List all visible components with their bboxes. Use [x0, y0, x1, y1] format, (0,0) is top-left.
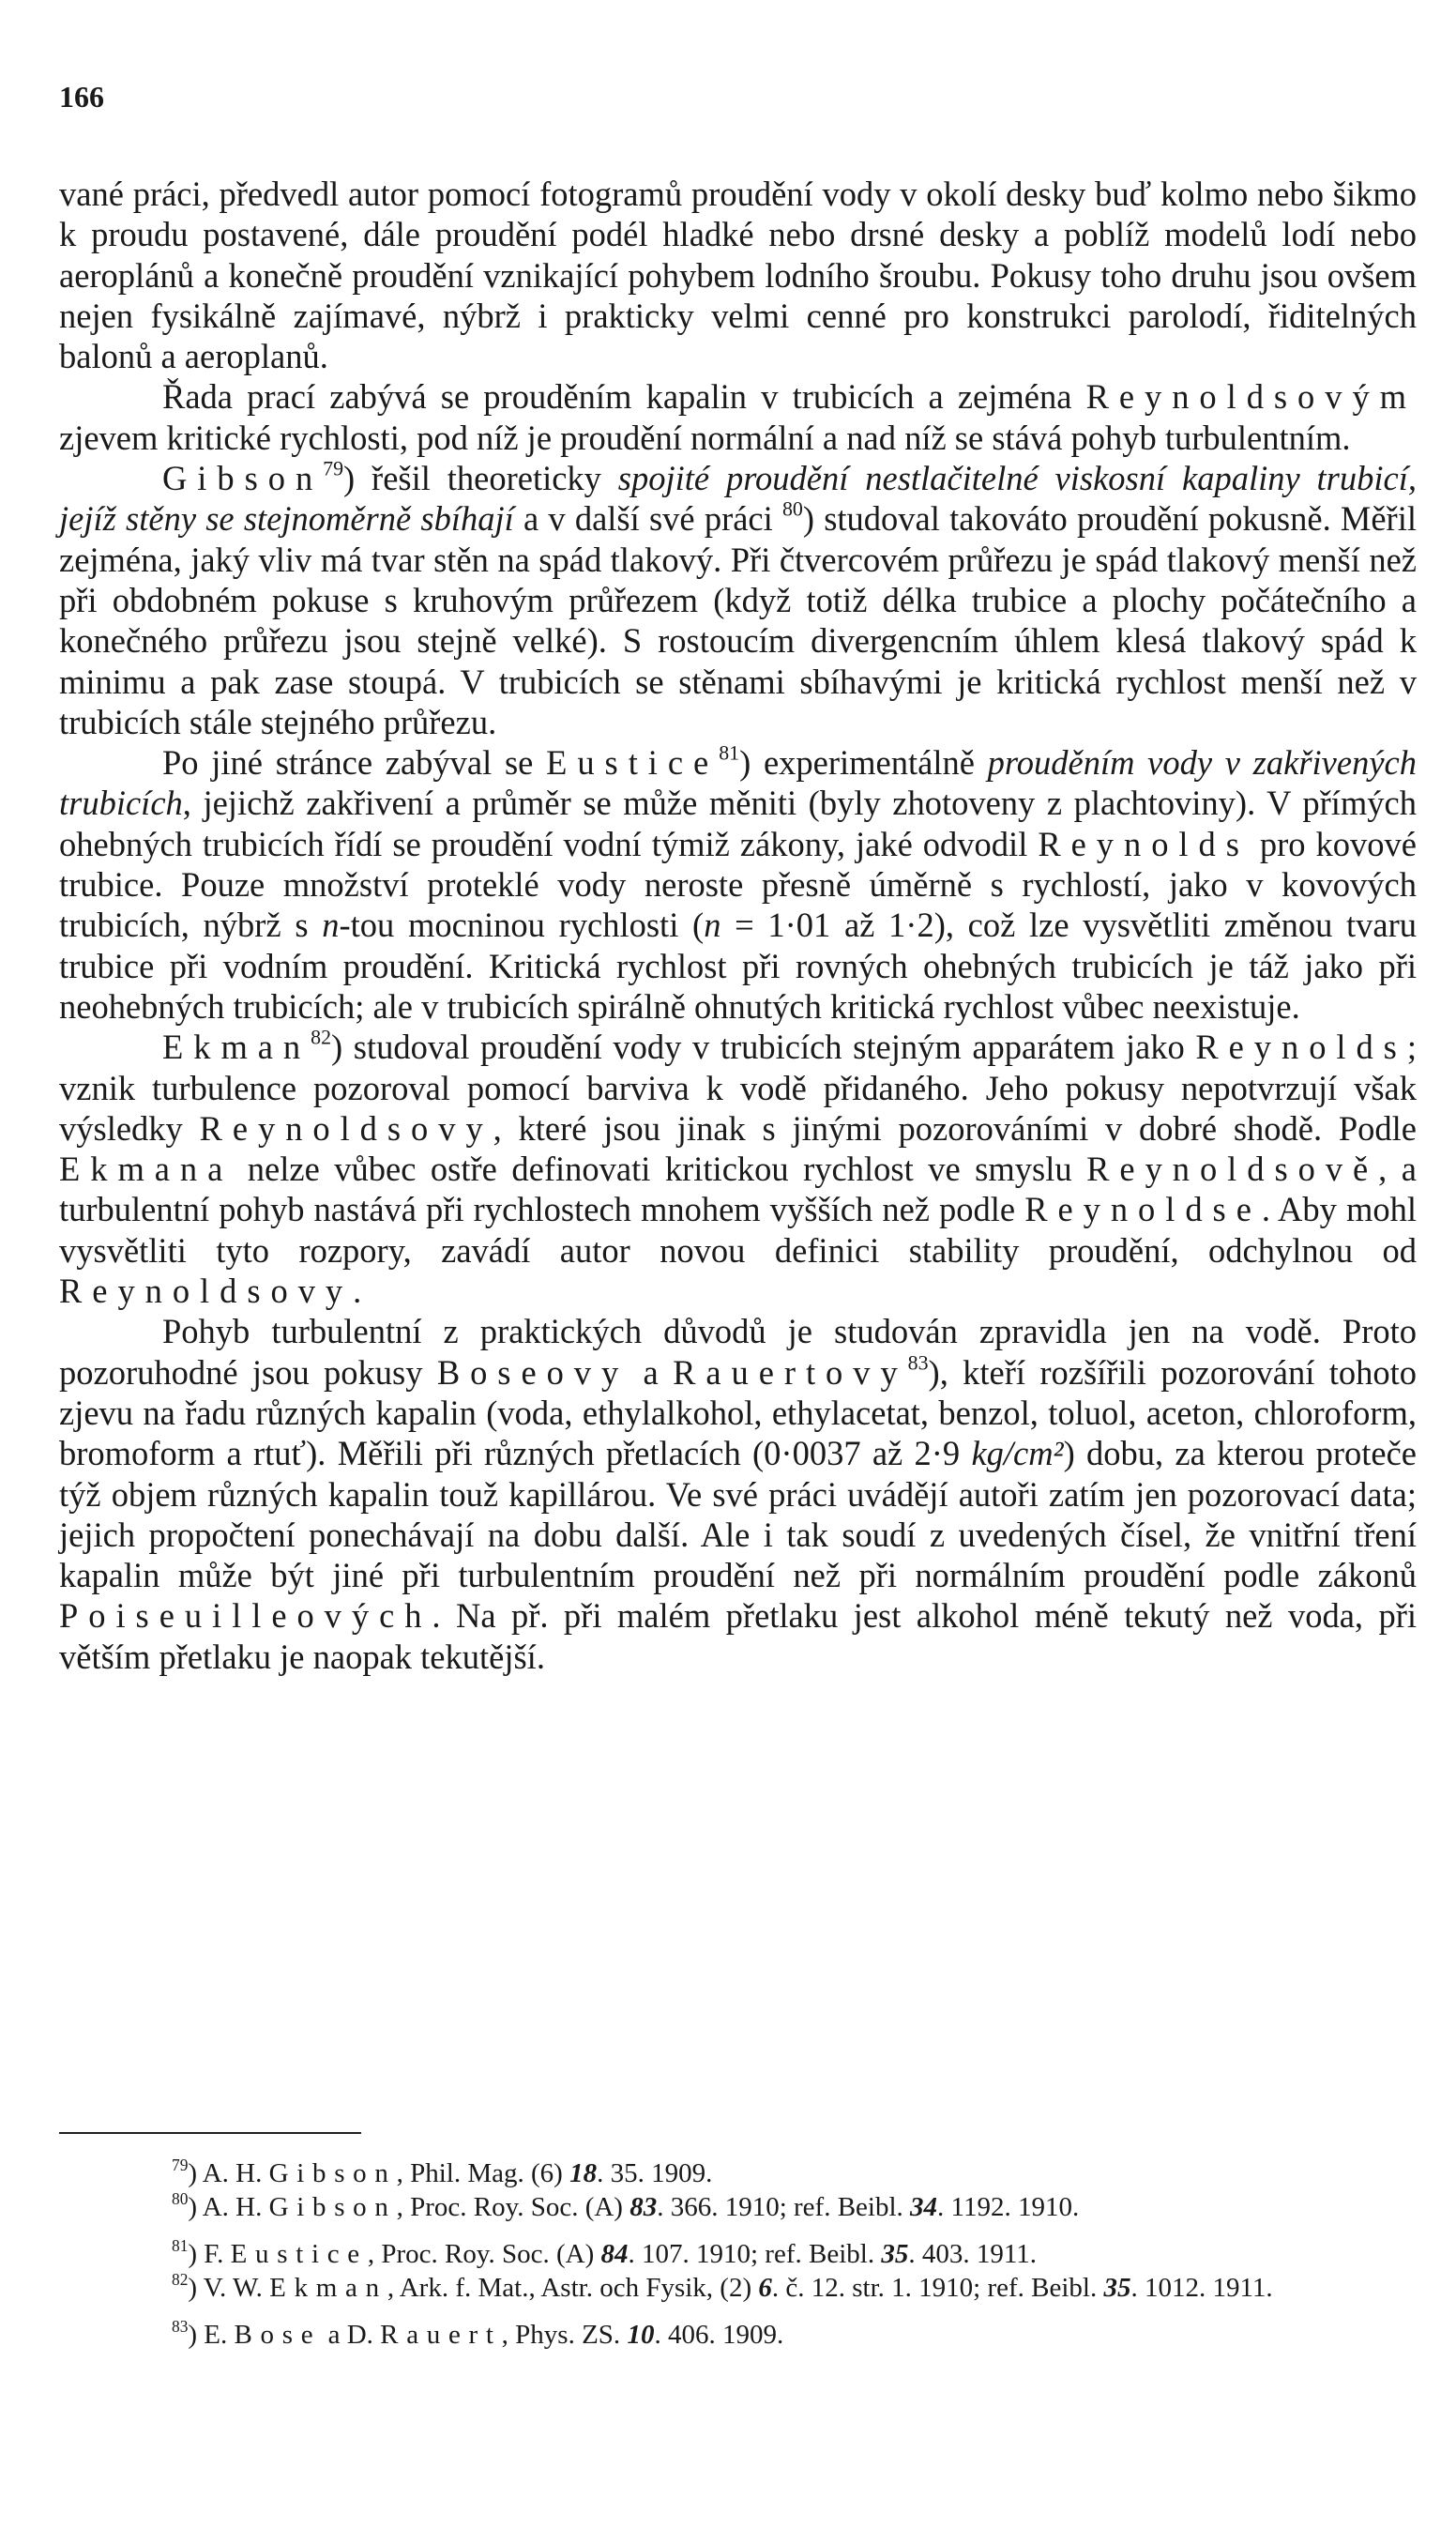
author-name: Rauertovy — [673, 1352, 908, 1392]
italic-text: kg/cm² — [971, 1434, 1064, 1473]
text-run: . 1192. 1910. — [937, 2192, 1080, 2222]
author-name: Reynoldse — [1024, 1190, 1262, 1229]
author-name: Gibson — [268, 2158, 397, 2188]
text-run: . 107. 1910; ref. Beibl. — [628, 2239, 882, 2269]
text-run: a D. — [321, 2320, 381, 2350]
author-name: Bose — [234, 2320, 322, 2350]
text-run: . 1012. 1911. — [1130, 2273, 1273, 2303]
footnote-ref: 82 — [311, 1025, 332, 1049]
page-number: 166 — [59, 80, 104, 114]
paragraph-4 — [59, 742, 1417, 1027]
author-name: Ekman — [162, 1028, 311, 1067]
text-run: ) dobu, za kterou proteče týž objem různých kapalin touž kapillárou. Ve své práci uvádějí autoři zatím jen pozorovací data; jejich propočtení ponechávají na dobu další. Ale i tak soudí z uvedených čísel, že vnitřní tření kapalin může být jiné při turbulentním proudění než při normálním proudění podle zákonů — [59, 1434, 1417, 1595]
footnote-ref: 79 — [323, 456, 344, 480]
text-run: Pohyb turbulentní z praktických důvodů je studován zpravidla jen na vodě. Proto pozoruhodné jsou pokusy — [59, 1312, 1417, 1392]
author-name: Poiseuilleových — [59, 1596, 432, 1636]
text-run: ) E. — [188, 2320, 235, 2350]
author-name: Gibson — [162, 459, 324, 498]
paragraph-6 — [59, 1311, 1417, 1677]
footnote-divider — [59, 2132, 361, 2134]
text-run: , Phil. Mag. (6) — [396, 2158, 570, 2188]
text-run: . — [353, 1272, 362, 1311]
text-run: . Aby mohl vysvětliti tyto rozpory, zavádí autor novou definici stability proudění, odchylnou od — [59, 1190, 1417, 1270]
text-run: , jejichž zakřivení a průměr se může měniti (byly zhotoveny z plachtoviny). V přímých ohebných trubicích řídí se proudění vodní týmiž zákony, jaké odvodil — [59, 784, 1417, 863]
volume-number: 6 — [758, 2273, 772, 2303]
author-name: Reynolds — [1195, 1028, 1407, 1067]
author-name: Ekmana — [59, 1150, 234, 1189]
text-run: Řada prací zabývá se prouděním kapalin v trubicích a zejména — [162, 377, 1086, 417]
footnote-ref: 82 — [172, 2269, 189, 2289]
text-run: ) studoval proudění vody v trubicích stejným apparátem jako — [331, 1028, 1196, 1067]
text-run: ; vznik turbulence pozoroval pomocí barviva k vodě přidaného. Jeho pokusy nepotvrzují však výsledky — [59, 1028, 1417, 1148]
text-run: ) V. W. — [188, 2273, 270, 2303]
text-run: . 35. 1909. — [597, 2158, 713, 2188]
text-run: . č. 12. str. 1. 1910; ref. Beibl. — [771, 2273, 1104, 2303]
text-run: ), kteří rozšířili pozorování tohoto zjevu na řadu různých kapalin (voda, ethylalkohol, ethylacetat, benzol, toluol, aceton, chloroform, bromoform a rtuť). Měřili při různých přetlacích (0·0037 až 2·9 — [59, 1352, 1417, 1473]
text-run: ) řešil theoreticky — [343, 459, 618, 498]
italic-text: spojité proudění nestlačitelné viskosní kapaliny trubicí, jejíž stěny se stejnoměrně sbíhají — [59, 459, 1417, 539]
text-run: nelze vůbec ostře definovati kritickou rychlost ve smyslu — [233, 1150, 1087, 1189]
author-name: Reynoldsově — [1086, 1150, 1379, 1189]
text-run: a — [629, 1352, 674, 1392]
author-name: Eustice — [230, 2239, 368, 2269]
author-name: Gibson — [268, 2192, 397, 2222]
text-run: vané práci, předvedl autor pomocí fotogramů proudění vody v okolí desky buď kolmo nebo šikmo k proudu postavené, dále proudění podél hladké nebo drsné desky a poblíž modelů lodí nebo aeroplánů a konečně proudění vznikající pohybem lodního šroubu. Pokusy toho druhu jsou ovšem nejen fysikálně zajímavé, nýbrž i prakticky velmi cenné pro konstrukci parolodí, řiditelných balonů a aeroplanů. — [59, 175, 1417, 376]
footnote-ref: 81 — [719, 740, 740, 765]
text-run: zjevem kritické rychlosti, pod níž je proudění normální a nad níž se stává pohyb turbulentním. — [59, 418, 1351, 457]
footnote-ref: 80 — [172, 2188, 189, 2208]
author-name: Ekman — [269, 2273, 387, 2303]
text-run: . 403. 1911. — [908, 2239, 1038, 2269]
italic-text: n — [322, 906, 340, 945]
text-run: pro kovové trubice. Pouze množství proteklé vody neroste přesně úměrně s rychlostí, jako v kovových trubicích, nýbrž s — [59, 824, 1417, 945]
footnote-79 — [59, 2156, 1417, 2190]
footnote-ref: 83 — [172, 2316, 189, 2336]
text-run: a v další své práci — [513, 499, 782, 539]
footnote-ref: 80 — [781, 497, 803, 522]
text-run: . 366. 1910; ref. Beibl. — [657, 2192, 911, 2222]
volume-number: 35 — [1103, 2273, 1131, 2303]
author-name: Boseovy — [436, 1352, 629, 1392]
footnote-83 — [59, 2318, 1417, 2352]
footnote-ref: 79 — [172, 2155, 189, 2174]
text-run: . 406. 1909. — [654, 2320, 784, 2350]
text-run: , Phys. ZS. — [501, 2320, 628, 2350]
volume-number: 34 — [910, 2192, 938, 2222]
text-run: ) experimentálně — [739, 743, 988, 783]
italic-text: prouděním vody v zakřivených trubicích — [59, 743, 1417, 823]
paragraph-2 — [59, 376, 1417, 458]
footnote-ref: 81 — [172, 2235, 189, 2255]
italic-text: n — [704, 906, 721, 945]
volume-number: 18 — [569, 2158, 598, 2188]
footnote-ref: 83 — [907, 1350, 929, 1375]
text-run: = 1·01 až 1·2), což lze vysvětliti změnou tvaru trubice při vodním proudění. Kritická rychlost při rovných ohebných trubicích je táž jako při neohebných trubicích; ale v trubicích spirálně ohnutých kritická rychlost vůbec neexistuje. — [59, 906, 1417, 1026]
text-run: , a turbulentní pohyb nastává při rychlostech mnohem vyšších než podle — [59, 1150, 1417, 1229]
text-run: Po jiné stránce zabýval se — [162, 743, 547, 783]
author-name: Reynoldsovy — [199, 1108, 493, 1148]
footnotes — [59, 2156, 1417, 2352]
text-run: ) studoval takováto proudění pokusně. Měřil zejména, jaký vliv má tvar stěn na spád tlakový. Při čtvercovém průřezu je spád tlakový menší než při obdobném pokuse s kruhovým průřezem (když totiž délka trubice a plochy počátečního a konečného průřezu jsou stejně velké). S rostoucím divergencním úhlem klesá tlakový spád k minimu a pak zase stoupá. V trubicích se stěnami sbíhavými je kritická rychlost menší než v trubicích stále stejného průřezu. — [59, 499, 1417, 741]
text-run: -tou mocninou rychlosti ( — [339, 906, 705, 945]
volume-number: 35 — [881, 2239, 909, 2269]
text-run: ) F. — [188, 2239, 231, 2269]
author-name: Reynoldsovy — [59, 1272, 354, 1311]
text-run: ) A. H. — [188, 2192, 269, 2222]
text-run: , Ark. f. Mat., Astr. och Fysik, (2) — [387, 2273, 759, 2303]
volume-number: 84 — [600, 2239, 629, 2269]
author-name: Reynolds — [1038, 824, 1250, 863]
paragraph-3 — [59, 458, 1417, 742]
article-body — [59, 174, 1417, 1677]
text-run: ) A. H. — [188, 2158, 269, 2188]
paragraph-1 — [59, 174, 1417, 376]
volume-number: 10 — [627, 2320, 655, 2350]
footnote-81 — [59, 2237, 1417, 2271]
volume-number: 83 — [629, 2192, 658, 2222]
paragraph-5 — [59, 1027, 1417, 1311]
text-run: . Na př. při malém přetlaku jest alkohol méně tekutý než voda, při větším přetlaku je naopak tekutější. — [59, 1596, 1417, 1676]
text-run: , Proc. Roy. Soc. (A) — [396, 2192, 630, 2222]
footnote-80 — [59, 2190, 1417, 2224]
text-run: , Proc. Roy. Soc. (A) — [367, 2239, 601, 2269]
author-name: Eustice — [546, 743, 720, 783]
author-name: Rauert — [380, 2320, 502, 2350]
author-name: Reynoldsovým — [1085, 377, 1417, 417]
footnote-82 — [59, 2271, 1417, 2305]
text-run: , které jsou jinak s jinými pozorováními v dobré shodě. Podle — [493, 1108, 1418, 1148]
